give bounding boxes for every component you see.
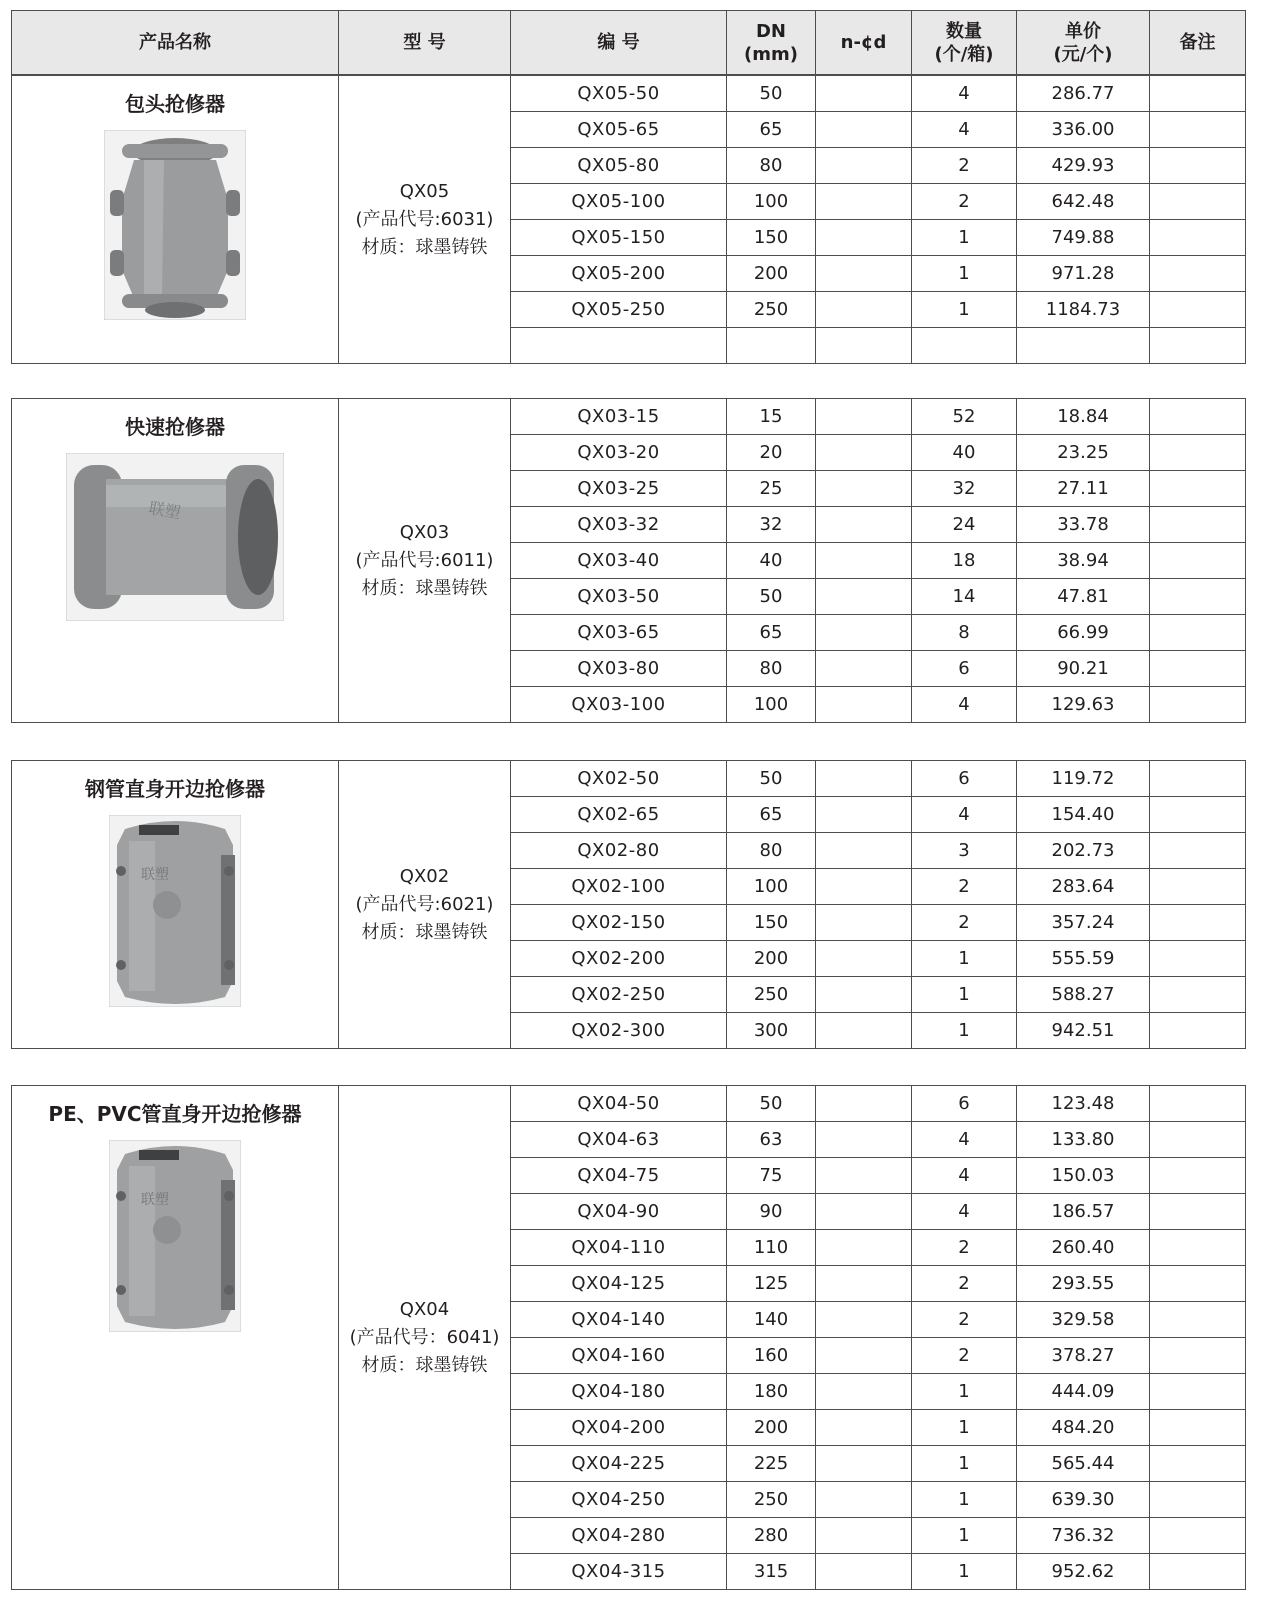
- price-cell: 66.99: [1017, 615, 1150, 651]
- price-cell: 18.84: [1017, 399, 1150, 435]
- price-cell: 642.48: [1017, 184, 1150, 220]
- table-row: [12, 76, 1246, 112]
- remark-cell: [1150, 1194, 1246, 1230]
- remark-cell: [1150, 507, 1246, 543]
- qty-cell: 6: [912, 651, 1017, 687]
- code-cell: QX02-100: [511, 869, 727, 905]
- quick-coupling-image: [66, 453, 284, 621]
- qty-cell: 1: [912, 292, 1017, 328]
- qty-cell: 1: [912, 1013, 1017, 1049]
- dn-cell: 32: [727, 507, 816, 543]
- qty-cell: 40: [912, 435, 1017, 471]
- qty-cell: 1: [912, 1482, 1017, 1518]
- qty-cell: 14: [912, 579, 1017, 615]
- qty-cell: 2: [912, 1302, 1017, 1338]
- product-name: 快速抢修器: [125, 415, 225, 439]
- model-code: QX03: [399, 521, 450, 543]
- remark-cell: [1150, 148, 1246, 184]
- qty-cell: 2: [912, 869, 1017, 905]
- table-header: [11, 10, 1246, 75]
- qty-cell: 4: [912, 1158, 1017, 1194]
- table-row: [12, 761, 1246, 797]
- split-repair-clamp-image: [109, 1140, 241, 1332]
- remark-cell: [1150, 543, 1246, 579]
- price-cell: 484.20: [1017, 1410, 1150, 1446]
- dn-cell: 100: [727, 184, 816, 220]
- n-d-cell: [816, 651, 912, 687]
- remark-cell: [1150, 651, 1246, 687]
- qty-cell: 1: [912, 1554, 1017, 1590]
- remark-cell: [1150, 905, 1246, 941]
- remark-cell: [1150, 184, 1246, 220]
- dn-cell: 250: [727, 977, 816, 1013]
- remark-cell: [1150, 1158, 1246, 1194]
- code-cell: QX03-40: [511, 543, 727, 579]
- dn-cell: 25: [727, 471, 816, 507]
- n-d-cell: [816, 184, 912, 220]
- n-d-cell: [816, 292, 912, 328]
- remark-cell: [1150, 1230, 1246, 1266]
- product-code: (产品代号:6011): [355, 549, 494, 571]
- remark-cell: [1150, 292, 1246, 328]
- code-cell: QX04-250: [511, 1482, 727, 1518]
- code-cell: QX05-200: [511, 256, 727, 292]
- dn-cell: 90: [727, 1194, 816, 1230]
- price-cell: 329.58: [1017, 1302, 1150, 1338]
- price-cell: 1184.73: [1017, 292, 1150, 328]
- n-d-cell: [816, 471, 912, 507]
- remark-cell: [1150, 1482, 1246, 1518]
- svg-text:联塑: 联塑: [141, 1192, 169, 1208]
- n-d-cell: [816, 76, 912, 112]
- material: 材质：球墨铸铁: [361, 236, 488, 258]
- n-d-cell: [816, 1230, 912, 1266]
- remark-cell: [1150, 76, 1246, 112]
- code-cell: QX05-80: [511, 148, 727, 184]
- remark-cell: [1150, 399, 1246, 435]
- dn-cell: 63: [727, 1122, 816, 1158]
- qty-cell: 4: [912, 112, 1017, 148]
- dn-cell: [727, 328, 816, 364]
- dn-cell: 250: [727, 1482, 816, 1518]
- dn-cell: 200: [727, 1410, 816, 1446]
- price-cell: 357.24: [1017, 905, 1150, 941]
- n-d-cell: [816, 220, 912, 256]
- qty-cell: 1: [912, 1410, 1017, 1446]
- qty-cell: 2: [912, 1338, 1017, 1374]
- code-cell: QX04-140: [511, 1302, 727, 1338]
- price-cell: 588.27: [1017, 977, 1150, 1013]
- dn-cell: 20: [727, 435, 816, 471]
- qty-cell: 2: [912, 184, 1017, 220]
- qty-cell: 4: [912, 1122, 1017, 1158]
- price-cell: 565.44: [1017, 1446, 1150, 1482]
- product-group-kuaisu: [11, 398, 1246, 723]
- qty-cell: 1: [912, 220, 1017, 256]
- remark-cell: [1150, 615, 1246, 651]
- model-cell: [339, 399, 511, 723]
- remark-cell: [1150, 1374, 1246, 1410]
- remark-cell: [1150, 1013, 1246, 1049]
- price-cell: 27.11: [1017, 471, 1150, 507]
- price-cell: 129.63: [1017, 687, 1150, 723]
- price-cell: 283.64: [1017, 869, 1150, 905]
- price-cell: 942.51: [1017, 1013, 1150, 1049]
- header-qty: 数量 (个/箱): [912, 11, 1017, 75]
- qty-cell: 1: [912, 977, 1017, 1013]
- code-cell: QX04-125: [511, 1266, 727, 1302]
- n-d-cell: [816, 1158, 912, 1194]
- svg-text:联塑: 联塑: [141, 867, 169, 883]
- qty-cell: 2: [912, 1266, 1017, 1302]
- dn-cell: 80: [727, 651, 816, 687]
- price-cell: 639.30: [1017, 1482, 1150, 1518]
- remark-cell: [1150, 579, 1246, 615]
- price-cell: [1017, 328, 1150, 364]
- qty-cell: 24: [912, 507, 1017, 543]
- remark-cell: [1150, 435, 1246, 471]
- n-d-cell: [816, 1410, 912, 1446]
- dn-cell: 50: [727, 761, 816, 797]
- n-d-cell: [816, 977, 912, 1013]
- price-cell: 555.59: [1017, 941, 1150, 977]
- material: 材质：球墨铸铁: [361, 921, 488, 943]
- dn-cell: 65: [727, 797, 816, 833]
- n-d-cell: [816, 1518, 912, 1554]
- price-cell: 150.03: [1017, 1158, 1150, 1194]
- code-cell: QX05-65: [511, 112, 727, 148]
- remark-cell: [1150, 220, 1246, 256]
- n-d-cell: [816, 543, 912, 579]
- n-d-cell: [816, 328, 912, 364]
- qty-cell: 4: [912, 1194, 1017, 1230]
- model-code: QX05: [399, 180, 450, 202]
- code-cell: QX04-110: [511, 1230, 727, 1266]
- dn-cell: 65: [727, 615, 816, 651]
- qty-cell: 8: [912, 615, 1017, 651]
- n-d-cell: [816, 1554, 912, 1590]
- n-d-cell: [816, 761, 912, 797]
- price-cell: 952.62: [1017, 1554, 1150, 1590]
- n-d-cell: [816, 507, 912, 543]
- remark-cell: [1150, 1338, 1246, 1374]
- product-name-cell: [12, 1086, 339, 1590]
- remark-cell: [1150, 687, 1246, 723]
- price-cell: 23.25: [1017, 435, 1150, 471]
- price-cell: 286.77: [1017, 76, 1150, 112]
- dn-cell: 40: [727, 543, 816, 579]
- code-cell: QX03-100: [511, 687, 727, 723]
- dn-cell: 280: [727, 1518, 816, 1554]
- qty-cell: 4: [912, 76, 1017, 112]
- qty-cell: 32: [912, 471, 1017, 507]
- code-cell: QX05-100: [511, 184, 727, 220]
- n-d-cell: [816, 797, 912, 833]
- remark-cell: [1150, 1518, 1246, 1554]
- n-d-cell: [816, 148, 912, 184]
- remark-cell: [1150, 1266, 1246, 1302]
- svg-text:联塑: 联塑: [147, 498, 183, 523]
- remark-cell: [1150, 471, 1246, 507]
- n-d-cell: [816, 399, 912, 435]
- n-d-cell: [816, 1302, 912, 1338]
- dn-cell: 100: [727, 687, 816, 723]
- n-d-cell: [816, 1482, 912, 1518]
- n-d-cell: [816, 1086, 912, 1122]
- flanged-repair-clamp-image: [104, 130, 246, 320]
- price-cell: 123.48: [1017, 1086, 1150, 1122]
- remark-cell: [1150, 1410, 1246, 1446]
- header-code: 编 号: [511, 11, 727, 75]
- price-cell: 378.27: [1017, 1338, 1150, 1374]
- code-cell: QX04-90: [511, 1194, 727, 1230]
- dn-cell: 80: [727, 148, 816, 184]
- table-row: [12, 1086, 1246, 1122]
- code-cell: QX03-80: [511, 651, 727, 687]
- remark-cell: [1150, 977, 1246, 1013]
- code-cell: [511, 328, 727, 364]
- code-cell: QX04-63: [511, 1122, 727, 1158]
- n-d-cell: [816, 833, 912, 869]
- n-d-cell: [816, 1122, 912, 1158]
- dn-cell: 125: [727, 1266, 816, 1302]
- n-d-cell: [816, 1194, 912, 1230]
- price-cell: 736.32: [1017, 1518, 1150, 1554]
- header-product-name: 产品名称: [12, 11, 339, 75]
- n-d-cell: [816, 615, 912, 651]
- remark-cell: [1150, 833, 1246, 869]
- dn-cell: 50: [727, 76, 816, 112]
- material: 材质：球墨铸铁: [361, 1354, 488, 1376]
- material: 材质：球墨铸铁: [361, 577, 488, 599]
- dn-cell: 250: [727, 292, 816, 328]
- price-cell: 429.93: [1017, 148, 1150, 184]
- code-cell: QX04-50: [511, 1086, 727, 1122]
- n-d-cell: [816, 941, 912, 977]
- qty-cell: 4: [912, 797, 1017, 833]
- price-cell: 33.78: [1017, 507, 1150, 543]
- code-cell: QX03-25: [511, 471, 727, 507]
- code-cell: QX03-15: [511, 399, 727, 435]
- model-code: QX02: [399, 865, 450, 887]
- product-name: 钢管直身开边抢修器: [85, 777, 265, 801]
- product-name: 包头抢修器: [125, 92, 225, 116]
- n-d-cell: [816, 869, 912, 905]
- price-cell: 133.80: [1017, 1122, 1150, 1158]
- dn-cell: 315: [727, 1554, 816, 1590]
- dn-cell: 225: [727, 1446, 816, 1482]
- remark-cell: [1150, 1446, 1246, 1482]
- price-cell: 260.40: [1017, 1230, 1150, 1266]
- code-cell: QX05-150: [511, 220, 727, 256]
- n-d-cell: [816, 905, 912, 941]
- product-group-pe-pvc: [11, 1085, 1246, 1590]
- code-cell: QX04-315: [511, 1554, 727, 1590]
- price-cell: 90.21: [1017, 651, 1150, 687]
- n-d-cell: [816, 1446, 912, 1482]
- header-dn: DN (mm): [727, 11, 816, 75]
- code-cell: QX05-250: [511, 292, 727, 328]
- dn-cell: 180: [727, 1374, 816, 1410]
- qty-cell: 1: [912, 941, 1017, 977]
- remark-cell: [1150, 869, 1246, 905]
- table-row: [12, 399, 1246, 435]
- dn-cell: 65: [727, 112, 816, 148]
- remark-cell: [1150, 256, 1246, 292]
- n-d-cell: [816, 579, 912, 615]
- n-d-cell: [816, 1374, 912, 1410]
- code-cell: QX02-250: [511, 977, 727, 1013]
- code-cell: QX03-65: [511, 615, 727, 651]
- header-price: 单价 (元/个): [1017, 11, 1150, 75]
- qty-cell: 2: [912, 1230, 1017, 1266]
- price-cell: 749.88: [1017, 220, 1150, 256]
- dn-cell: 100: [727, 869, 816, 905]
- product-name-cell: [12, 399, 339, 723]
- product-name: PE、PVC管直身开边抢修器: [48, 1102, 302, 1126]
- price-cell: 186.57: [1017, 1194, 1150, 1230]
- header-n-d: n-¢d: [816, 11, 912, 75]
- qty-cell: 1: [912, 1518, 1017, 1554]
- n-d-cell: [816, 256, 912, 292]
- model-cell: [339, 1086, 511, 1590]
- remark-cell: [1150, 1086, 1246, 1122]
- product-code: (产品代号:6021): [355, 893, 494, 915]
- n-d-cell: [816, 1013, 912, 1049]
- product-code: (产品代号：6041): [349, 1326, 500, 1348]
- remark-cell: [1150, 328, 1246, 364]
- code-cell: QX04-160: [511, 1338, 727, 1374]
- qty-cell: 2: [912, 148, 1017, 184]
- code-cell: QX03-50: [511, 579, 727, 615]
- code-cell: QX02-150: [511, 905, 727, 941]
- qty-cell: 3: [912, 833, 1017, 869]
- n-d-cell: [816, 435, 912, 471]
- dn-cell: 50: [727, 579, 816, 615]
- code-cell: QX04-280: [511, 1518, 727, 1554]
- n-d-cell: [816, 112, 912, 148]
- model-cell: [339, 761, 511, 1049]
- qty-cell: [912, 328, 1017, 364]
- model-code: QX04: [399, 1298, 450, 1320]
- dn-cell: 200: [727, 256, 816, 292]
- remark-cell: [1150, 1554, 1246, 1590]
- product-group-baotou: [11, 75, 1246, 364]
- code-cell: QX02-80: [511, 833, 727, 869]
- qty-cell: 1: [912, 1446, 1017, 1482]
- qty-cell: 1: [912, 256, 1017, 292]
- product-code: (产品代号:6031): [355, 208, 494, 230]
- dn-cell: 140: [727, 1302, 816, 1338]
- dn-cell: 150: [727, 905, 816, 941]
- price-cell: 154.40: [1017, 797, 1150, 833]
- header-remark: 备注: [1150, 11, 1246, 75]
- n-d-cell: [816, 687, 912, 723]
- dn-cell: 150: [727, 220, 816, 256]
- code-cell: QX04-200: [511, 1410, 727, 1446]
- remark-cell: [1150, 112, 1246, 148]
- code-cell: QX04-225: [511, 1446, 727, 1482]
- remark-cell: [1150, 797, 1246, 833]
- price-cell: 47.81: [1017, 579, 1150, 615]
- code-cell: QX03-32: [511, 507, 727, 543]
- dn-cell: 80: [727, 833, 816, 869]
- qty-cell: 52: [912, 399, 1017, 435]
- n-d-cell: [816, 1338, 912, 1374]
- model-cell: [339, 76, 511, 364]
- header-model: 型 号: [339, 11, 511, 75]
- code-cell: QX05-50: [511, 76, 727, 112]
- dn-cell: 15: [727, 399, 816, 435]
- code-cell: QX04-180: [511, 1374, 727, 1410]
- price-cell: 971.28: [1017, 256, 1150, 292]
- qty-cell: 4: [912, 687, 1017, 723]
- product-group-gangguan: [11, 760, 1246, 1049]
- code-cell: QX04-75: [511, 1158, 727, 1194]
- n-d-cell: [816, 1266, 912, 1302]
- dn-cell: 160: [727, 1338, 816, 1374]
- remark-cell: [1150, 761, 1246, 797]
- dn-cell: 75: [727, 1158, 816, 1194]
- price-cell: 119.72: [1017, 761, 1150, 797]
- dn-cell: 200: [727, 941, 816, 977]
- split-repair-clamp-image: [109, 815, 241, 1007]
- qty-cell: 6: [912, 761, 1017, 797]
- code-cell: QX02-300: [511, 1013, 727, 1049]
- price-cell: 202.73: [1017, 833, 1150, 869]
- remark-cell: [1150, 941, 1246, 977]
- remark-cell: [1150, 1122, 1246, 1158]
- code-cell: QX02-50: [511, 761, 727, 797]
- dn-cell: 50: [727, 1086, 816, 1122]
- price-cell: 444.09: [1017, 1374, 1150, 1410]
- price-cell: 38.94: [1017, 543, 1150, 579]
- dn-cell: 110: [727, 1230, 816, 1266]
- qty-cell: 6: [912, 1086, 1017, 1122]
- code-cell: QX02-65: [511, 797, 727, 833]
- dn-cell: 300: [727, 1013, 816, 1049]
- product-name-cell: [12, 761, 339, 1049]
- price-cell: 293.55: [1017, 1266, 1150, 1302]
- remark-cell: [1150, 1302, 1246, 1338]
- code-cell: QX02-200: [511, 941, 727, 977]
- price-cell: 336.00: [1017, 112, 1150, 148]
- code-cell: QX03-20: [511, 435, 727, 471]
- qty-cell: 2: [912, 905, 1017, 941]
- qty-cell: 18: [912, 543, 1017, 579]
- qty-cell: 1: [912, 1374, 1017, 1410]
- product-name-cell: [12, 76, 339, 364]
